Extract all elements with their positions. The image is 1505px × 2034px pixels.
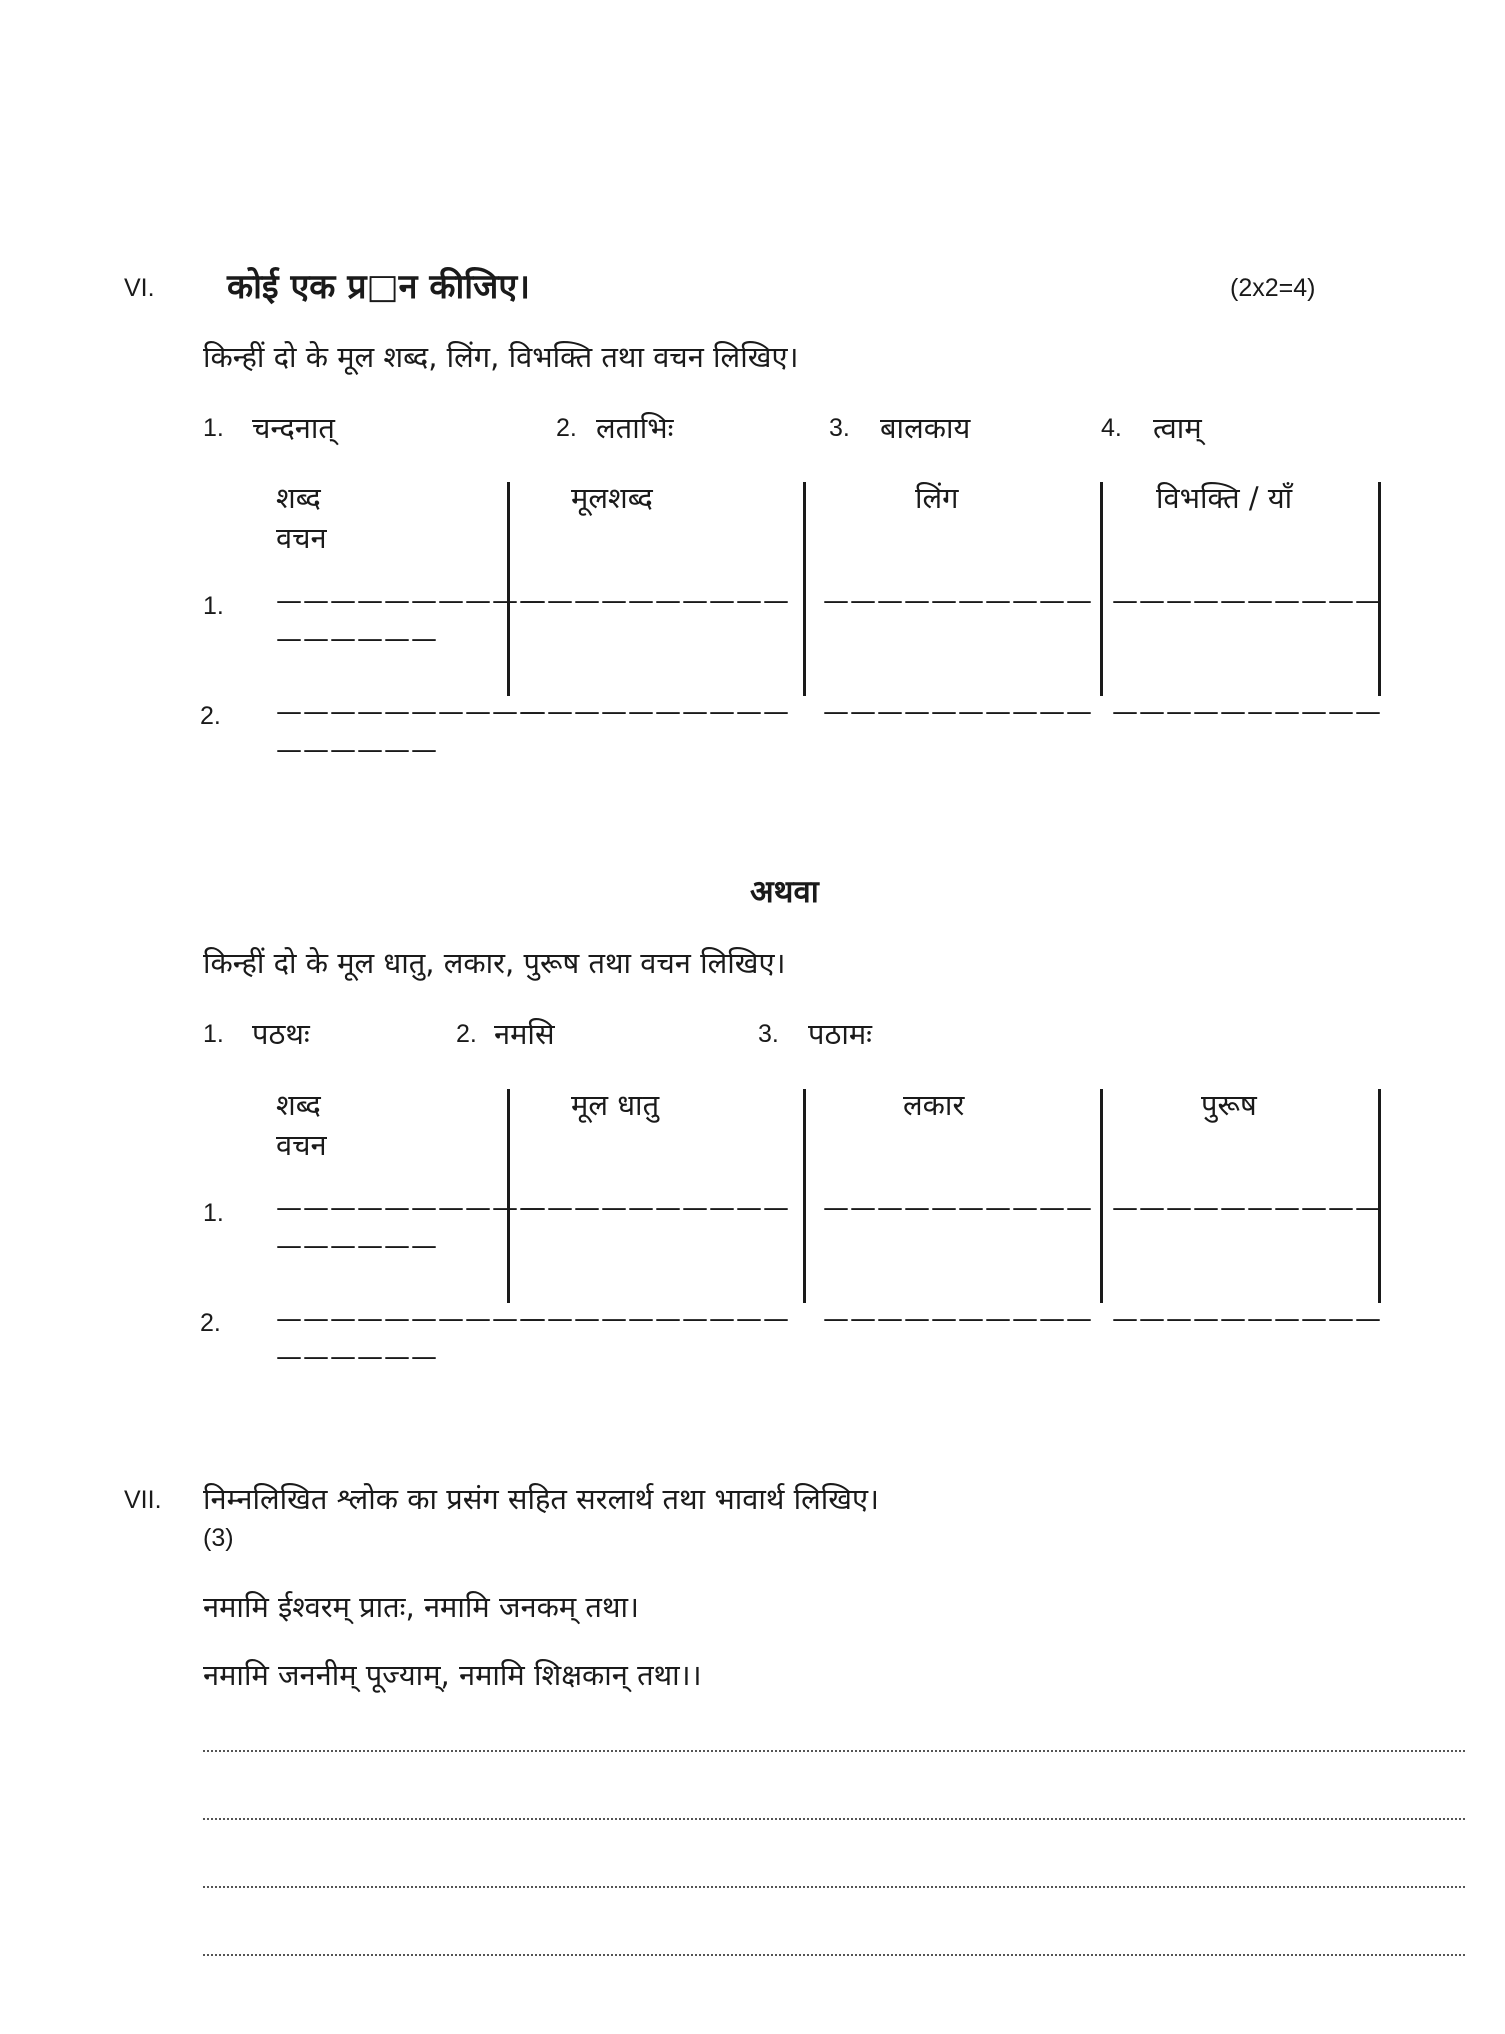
instruction-text: किन्हीं दो के मूल शब्द, लिंग, विभक्ति तथा वचन लिखिए। [203,340,799,374]
option-number: 1. [203,1020,224,1048]
answer-blank[interactable]: —————————— [1112,697,1382,727]
question-number: VII. [124,1486,162,1514]
shloka-line: नमामि जननीम् पूज्याम्, नमामि शिक्षकान् तथा।। [203,1658,702,1692]
table-header: विभक्ति / याँ [1156,481,1293,515]
question-marks: (3) [203,1524,234,1552]
shloka-line: नमामि ईश्वरम् प्रातः, नमामि जनकम् तथा। [203,1590,639,1624]
question-title: कोई एक प्र□न कीजिए। [227,267,531,307]
option-word: बालकाय [880,411,971,445]
question-marks: (2x2=4) [1230,274,1316,302]
option-word: नमसि [494,1017,555,1051]
option-number: 4. [1101,414,1122,442]
table-header: लकार [903,1088,965,1122]
option-number: 1. [203,414,224,442]
instruction-text: किन्हीं दो के मूल धातु, लकार, पुरूष तथा वचन लिखिए। [203,946,786,980]
option-word: लताभिः [596,411,674,445]
table-header: मूल धातु [571,1088,660,1122]
answer-blank[interactable]: —————————— [823,586,1093,616]
option-number: 2. [556,414,577,442]
column-divider [1100,1089,1103,1303]
answer-blank[interactable]: —————————— [520,586,790,616]
answer-blank[interactable]: —————— [276,1231,438,1261]
answer-blank[interactable]: —————————— [1112,1304,1382,1334]
row-number: 1. [203,1199,224,1227]
answer-blank[interactable]: —————————— [823,1193,1093,1223]
table-header: वचन [276,521,327,555]
or-label: अथवा [750,874,819,910]
option-word: पठथः [252,1017,310,1051]
table-header: मूलशब्द [571,481,653,515]
instruction-text: निम्नलिखित श्लोक का प्रसंग सहित सरलार्थ तथा भावार्थ लिखिए। [203,1482,880,1516]
option-number: 3. [758,1020,779,1048]
answer-blank[interactable]: —————————— [276,1304,546,1334]
answer-line[interactable] [203,1954,1465,1956]
answer-blank[interactable]: —————— [276,1342,438,1372]
option-word: त्वाम् [1153,411,1202,445]
table-header: वचन [276,1128,327,1162]
answer-blank[interactable]: —————————— [276,697,546,727]
column-divider [1100,482,1103,696]
answer-blank[interactable]: —————————— [823,697,1093,727]
row-number: 2. [200,702,221,730]
answer-line[interactable] [203,1750,1465,1752]
answer-blank[interactable]: —————————— [520,1304,790,1334]
option-number: 3. [829,414,850,442]
answer-blank[interactable]: —————————— [1112,586,1382,616]
answer-blank[interactable]: —————————— [276,586,546,616]
answer-blank[interactable]: —————————— [276,1193,546,1223]
table-header: पुरूष [1201,1088,1257,1122]
table-header: शब्द [276,1088,321,1122]
column-divider [803,1089,806,1303]
row-number: 2. [200,1309,221,1337]
option-word: चन्दनात् [252,411,335,445]
answer-blank[interactable]: —————————— [1112,1193,1382,1223]
question-number: VI. [124,274,155,302]
option-number: 2. [456,1020,477,1048]
row-number: 1. [203,592,224,620]
answer-blank[interactable]: —————————— [520,697,790,727]
answer-blank[interactable]: —————— [276,624,438,654]
column-divider [803,482,806,696]
answer-blank[interactable]: —————————— [823,1304,1093,1334]
answer-blank[interactable]: —————————— [520,1193,790,1223]
table-header: लिंग [915,481,959,515]
answer-line[interactable] [203,1886,1465,1888]
answer-line[interactable] [203,1818,1465,1820]
option-word: पठामः [808,1017,873,1051]
answer-blank[interactable]: —————— [276,735,438,765]
table-header: शब्द [276,481,321,515]
